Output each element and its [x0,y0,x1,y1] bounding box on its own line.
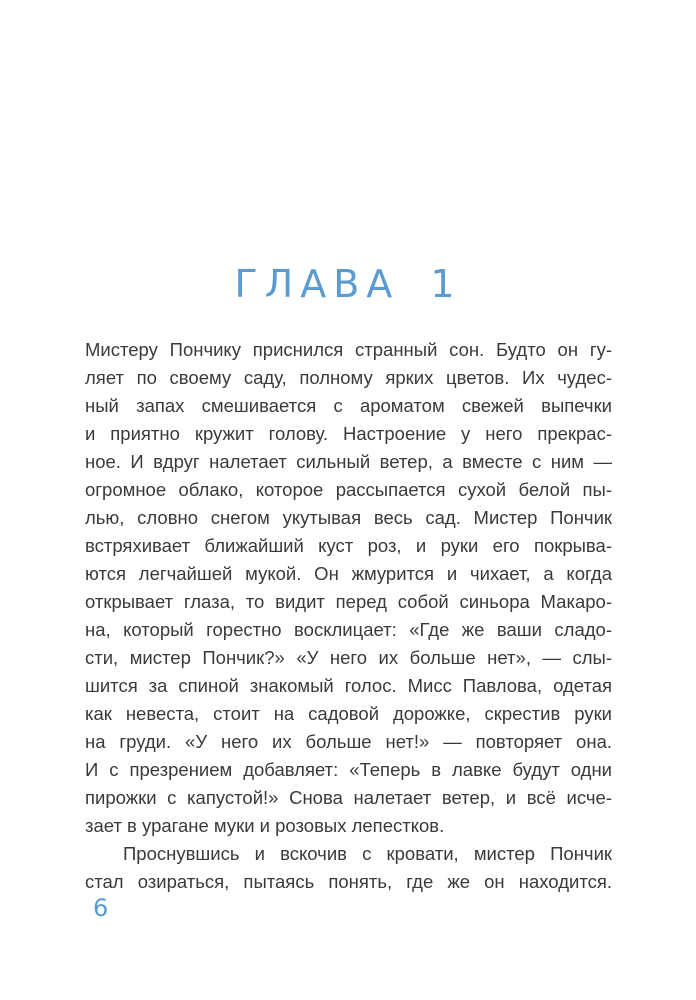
body-text-line: на, который горестно восклицает: «Где же ваши сладо- [85,619,612,640]
body-text-line: Проснувшись и вскочив с кровати, мистер Пончик [123,843,612,864]
body-text-line: огромное облако, которое рассыпается сухой белой пы- [85,479,612,500]
body-text-line: лью, словно снегом укутывая весь сад. Мистер Пончик [85,507,612,528]
body-text-line: как невеста, стоит на садовой дорожке, скрестив руки [85,703,612,724]
text-block [85,336,612,896]
body-text-line: на груди. «У него их больше нет!» — повторяет она. [85,731,612,752]
body-text-line: стал озираться, пытаясь понять, где же он находится. [85,871,612,892]
body-text-line: ются легчайшей мукой. Он жмурится и чихает, а когда [85,563,612,584]
body-text-line: и приятно кружит голову. Настроение у него прекрас- [85,423,612,444]
body-text-line: сти, мистер Пончик?» «У него их больше нет», — слы- [85,647,612,668]
body-text-line: пирожки с капустой!» Снова налетает ветер, и всё исче- [85,787,612,808]
body-text-line: И с презрением добавляет: «Теперь в лавке будут одни [85,759,612,780]
body-text-line: шится за спиной знакомый голос. Мисс Павлова, одетая [85,675,612,696]
body-text-line: ный запах смешивается с ароматом свежей выпечки [85,395,612,416]
body-text-line: встряхивает ближайший куст роз, и руки его покрыва- [85,535,612,556]
body-text-line: зает в урагане муки и розовых лепестков. [85,815,445,836]
body-text-line: ное. И вдруг налетает сильный ветер, а вместе с ним — [85,451,612,472]
body-text-line: открывает глаза, то видит перед собой синьора Макаро- [85,591,612,612]
chapter-title: ГЛАВА 1 [234,262,462,306]
body-text-line: Мистеру Пончику приснился странный сон. Будто он гу- [85,339,612,360]
body-text-line: ляет по своему саду, полному ярких цветов. Их чудес- [85,367,612,388]
page-number: 6 [93,894,109,922]
